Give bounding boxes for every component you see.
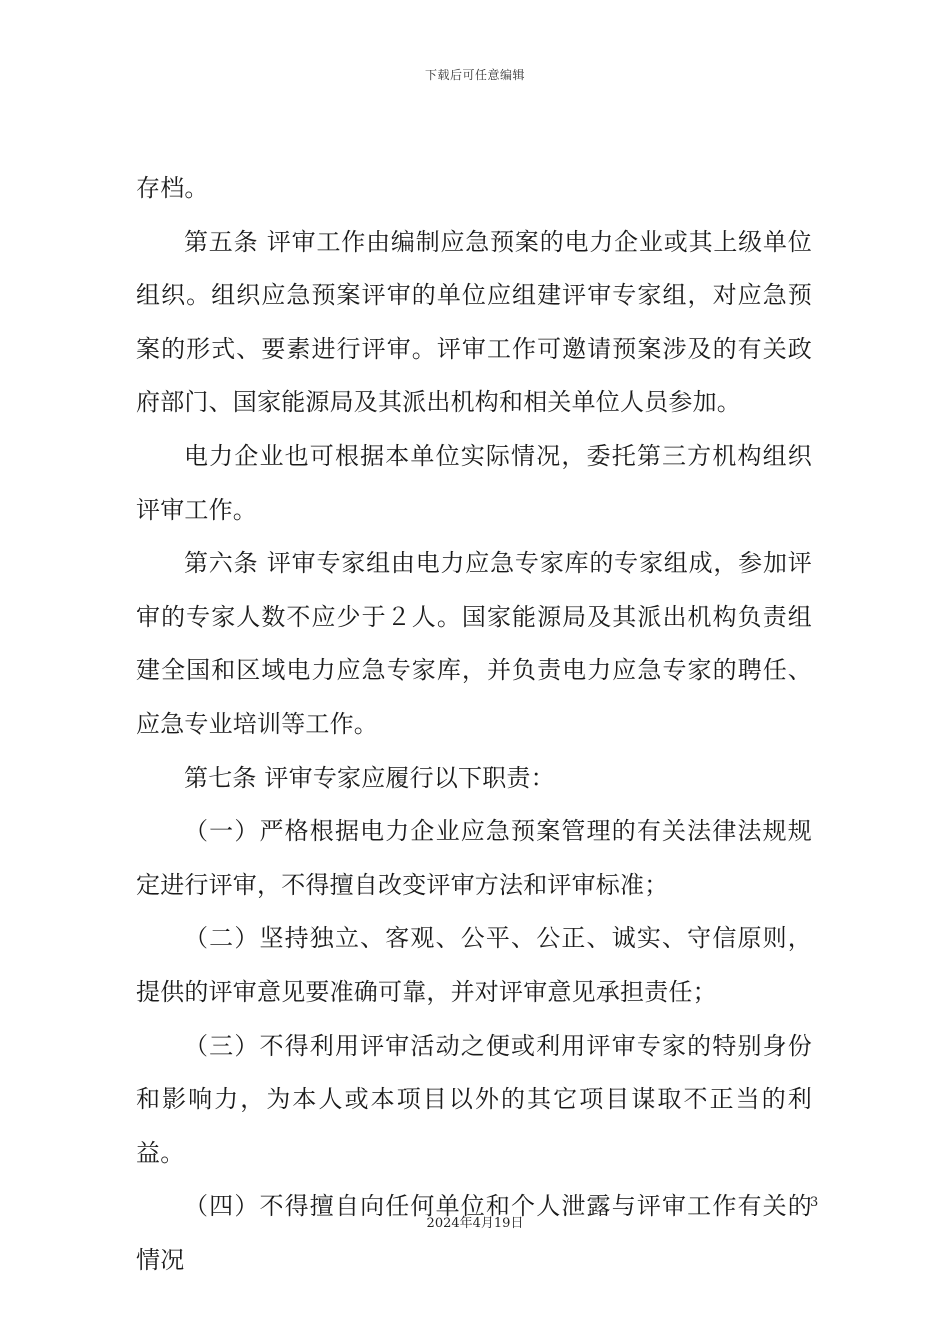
list-item-3: （三）不得利用评审活动之便或利用评审专家的特别身份和影响力，为本人或本项目以外的其它项目谋取不正当的利益。: [136, 1031, 812, 1167]
list-item-4: （四）不得擅自向任何单位和个人泄露与评审工作有关的情况: [136, 1192, 812, 1274]
paragraph: 电力企业也可根据本单位实际情况，委托第三方机构组织评审工作。: [136, 441, 812, 524]
document-body: [136, 162, 812, 1287]
paragraph-article-6: 第六条 评审专家组由电力应急专家库的专家组成，参加评审的专家人数不应少于２人。国家能源局及其派出机构负责组建全国和区域电力应急专家库，并负责电力应急专家的聘任、应急专业培训等工作。: [136, 549, 812, 738]
paragraph-article-7: 第七条 评审专家应履行以下职责：: [184, 763, 555, 792]
list-item-1: （一）严格根据电力企业应急预案管理的有关法律法规规定进行评审，不得擅自改变评审方法和评审标准；: [136, 817, 812, 899]
page-number: 3: [810, 1195, 819, 1210]
paragraph: 存档。: [136, 174, 209, 202]
page-header: 下载后可任意编辑: [424, 68, 525, 82]
footer-date: 2024年4月19日: [426, 1216, 524, 1231]
list-item-2: （二）坚持独立、客观、公平、公正、诚实、守信原则，提供的评审意见要准确可靠，并对评审意见承担责任；: [136, 924, 812, 1006]
paragraph-article-5: 第五条 评审工作由编制应急预案的电力企业或其上级单位组织。组织应急预案评审的单位应组建评审专家组，对应急预案的形式、要素进行评审。评审工作可邀请预案涉及的有关政府部门、国家能源局及其派出机构和相关单位人员参加。: [136, 227, 812, 417]
